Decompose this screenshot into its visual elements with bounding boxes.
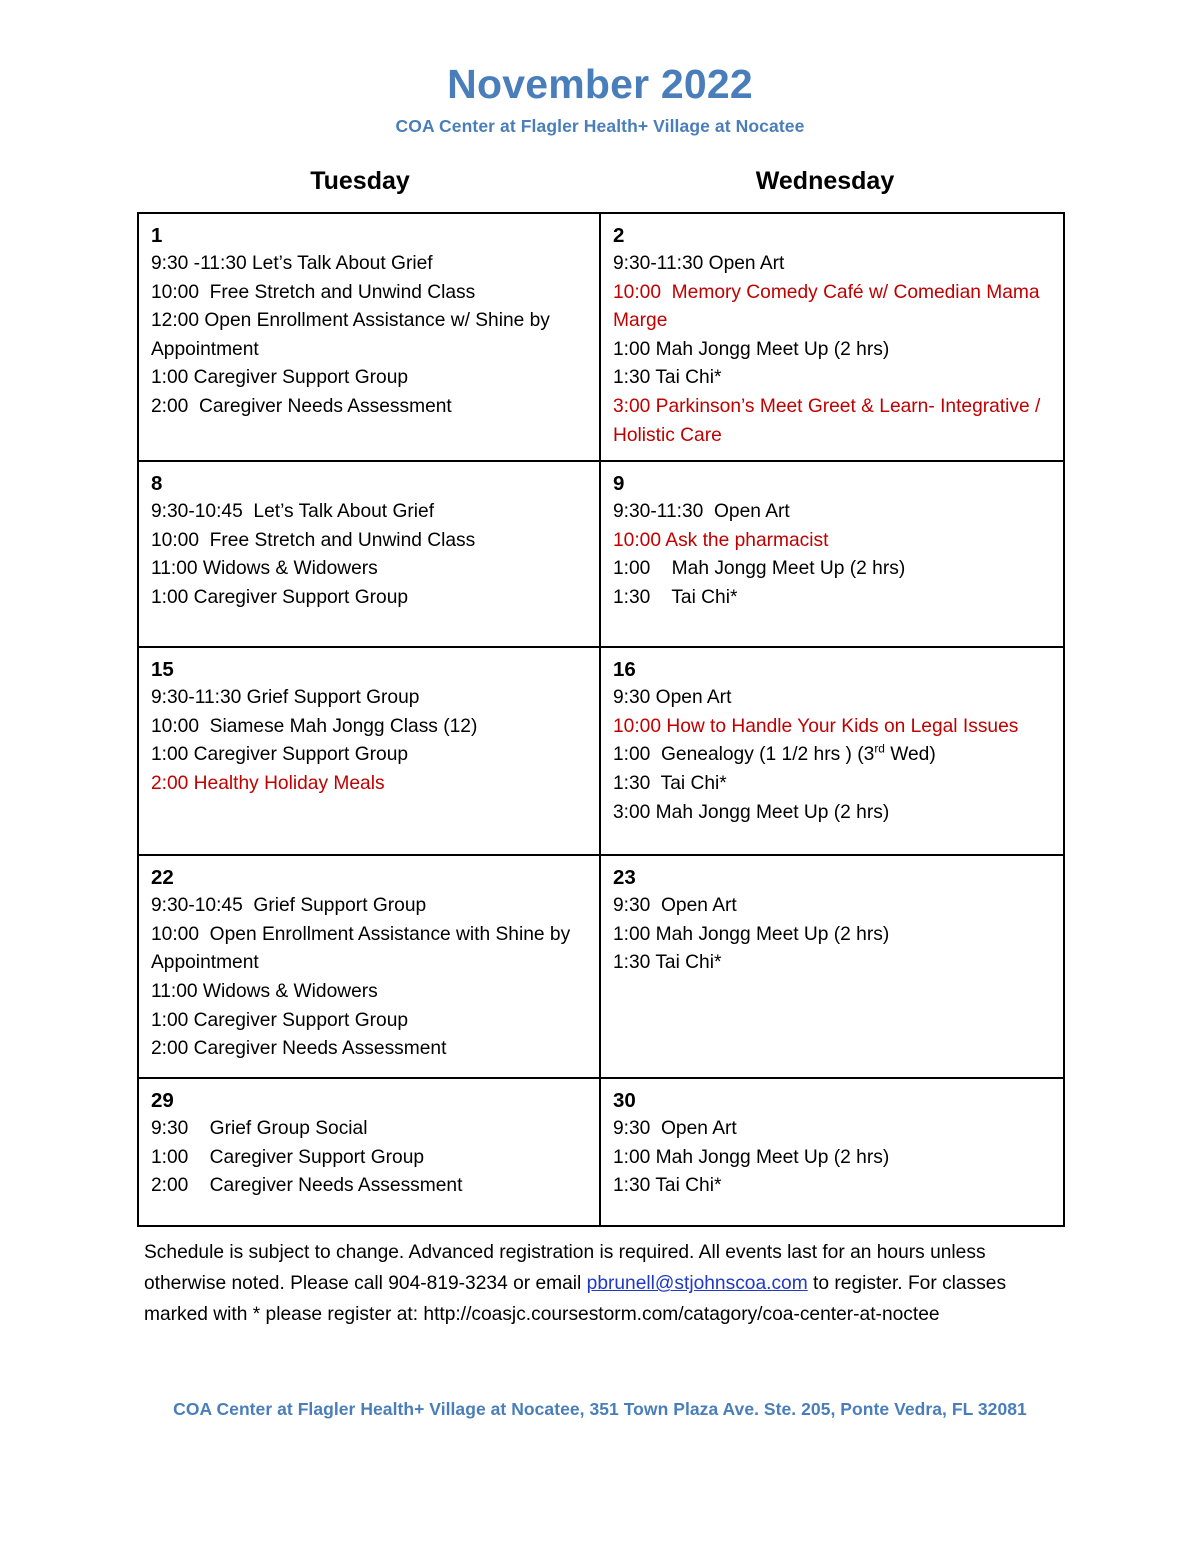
day-cell-1[interactable] [138,213,600,461]
day-cell-15[interactable] [138,647,600,855]
event-item: 3:00 Mah Jongg Meet Up (2 hrs) [613,801,890,823]
contact-email-link[interactable]: pbrunell@stjohnscoa.com [586,1273,808,1295]
ordinal-suffix: rd [874,742,885,757]
event-item-highlight: 3:00 Parkinson’s Meet Greet & Learn- Integrative / Holistic Care [613,396,1046,446]
event-item: 2:00 Caregiver Needs Assessment [151,396,452,417]
location-address: COA Center at Flagler Health+ Village at Nocatee, 351 Town Plaza Ave. Ste. 205, Ponte Vedra, FL 32081 [173,1398,1027,1419]
day-cell-16[interactable] [600,647,1064,855]
calendar-body [138,213,1064,1226]
day-cell-30[interactable] [600,1078,1064,1226]
day-cell-2[interactable] [600,213,1064,461]
event-item: 9:30-11:30 Open Art [613,252,785,274]
event-item: 9:30-10:45 Let’s Talk About Grief [151,501,435,523]
page-subtitle: COA Center at Flagler Health+ Village at Nocatee [395,115,805,136]
event-item-highlight: 10:00 Memory Comedy Café w/ Comedian Mama Marge [613,281,1045,332]
day-number: 1 [151,223,163,247]
day-number: 23 [613,866,636,890]
week-row [138,855,1064,1078]
event-item: 1:30 Tai Chi* [613,367,722,389]
event-item: 1:00 Caregiver Support Group [151,1146,425,1168]
event-item: 9:30 -11:30 Let’s Talk About Grief [151,252,433,274]
event-item-genealogy [613,741,1053,770]
day-cell-22[interactable] [138,855,600,1078]
event-item: 11:00 Widows & Widowers [151,981,378,1003]
day-number: 2 [613,223,625,247]
event-item: 1:00 Mah Jongg Meet Up (2 hrs) [613,558,906,580]
event-item: 11:00 Widows & Widowers [151,558,378,580]
event-item: 9:30 Open Art [613,687,732,709]
notes-text-part2: to register. For classes marked with * please register at: http://coasjc.coursestorm.com/catagory/coa-center-at-noctee [144,1273,1007,1326]
event-item: 10:00 Siamese Mah Jongg Class (12) [151,715,478,737]
event-item: 2:00 Caregiver Needs Assessment [151,1175,463,1197]
column-header-wednesday: Wednesday [755,166,895,195]
day-number: 16 [613,658,636,682]
header-block [0,0,1200,137]
column-header-tuesday: Tuesday [310,166,410,195]
day-number: 8 [151,472,163,496]
event-item-highlight: 2:00 Healthy Holiday Meals [151,773,385,795]
event-item: 9:30-11:30 Open Art [613,501,790,523]
week-row [138,1078,1064,1226]
day-cell-9[interactable] [600,461,1064,647]
day-cell-23[interactable] [600,855,1064,1078]
week-row [138,647,1064,855]
event-item: 1:00 Caregiver Support Group [151,367,409,389]
event-item: 1:00 Mah Jongg Meet Up (2 hrs) [613,923,890,945]
footer-notes [144,1237,1056,1330]
notes-text-part1: Schedule is subject to change. Advanced registration is required. All events last for an hours unless otherwise noted. Please call 904-819-3234 or email [144,1242,986,1295]
page-title: November 2022 [447,61,753,107]
event-item-highlight: 10:00 Ask the pharmacist [613,529,829,551]
event-item: 1:30 Tai Chi* [613,952,722,974]
day-number: 22 [151,866,174,890]
event-item: 9:30-10:45 Grief Support Group [151,895,427,917]
week-row [138,213,1064,461]
event-item: 1:30 Tai Chi* [613,587,738,609]
event-text-post: Wed) [884,744,936,766]
event-item: 1:00 Caregiver Support Group [151,587,409,609]
event-item: 10:00 Free Stretch and Unwind Class [151,281,476,303]
event-item-highlight: 10:00 How to Handle Your Kids on Legal Issues [613,715,1019,737]
event-item: 9:30 Open Art [613,1118,737,1140]
event-item: 1:30 Tai Chi* [613,773,727,795]
event-item: 1:00 Mah Jongg Meet Up (2 hrs) [613,1146,890,1168]
event-item: 10:00 Free Stretch and Unwind Class [151,529,476,551]
event-item: 9:30 Open Art [613,895,737,917]
event-item: 1:00 Mah Jongg Meet Up (2 hrs) [613,338,890,360]
day-header-row [135,167,1065,196]
event-item: 12:00 Open Enrollment Assistance w/ Shine by Appointment [151,310,555,360]
day-number: 30 [613,1089,636,1113]
day-number: 15 [151,658,174,682]
event-item: 1:30 Tai Chi* [613,1175,722,1197]
calendar-table [137,212,1065,1227]
event-item: 1:00 Caregiver Support Group [151,744,409,766]
event-item: 9:30-11:30 Grief Support Group [151,687,420,709]
week-row [138,461,1064,647]
day-cell-29[interactable] [138,1078,600,1226]
event-item: 2:00 Caregiver Needs Assessment [151,1038,447,1060]
day-cell-8[interactable] [138,461,600,647]
calendar-table-wrapper [137,212,1063,1227]
day-number: 29 [151,1089,174,1113]
event-item: 9:30 Grief Group Social [151,1118,368,1140]
event-item: 10:00 Open Enrollment Assistance with Shine by Appointment [151,923,575,974]
event-text-pre: 1:00 Genealogy (1 1/2 hrs ) (3 [613,744,875,766]
day-number: 9 [613,472,625,496]
event-item: 1:00 Caregiver Support Group [151,1009,409,1031]
